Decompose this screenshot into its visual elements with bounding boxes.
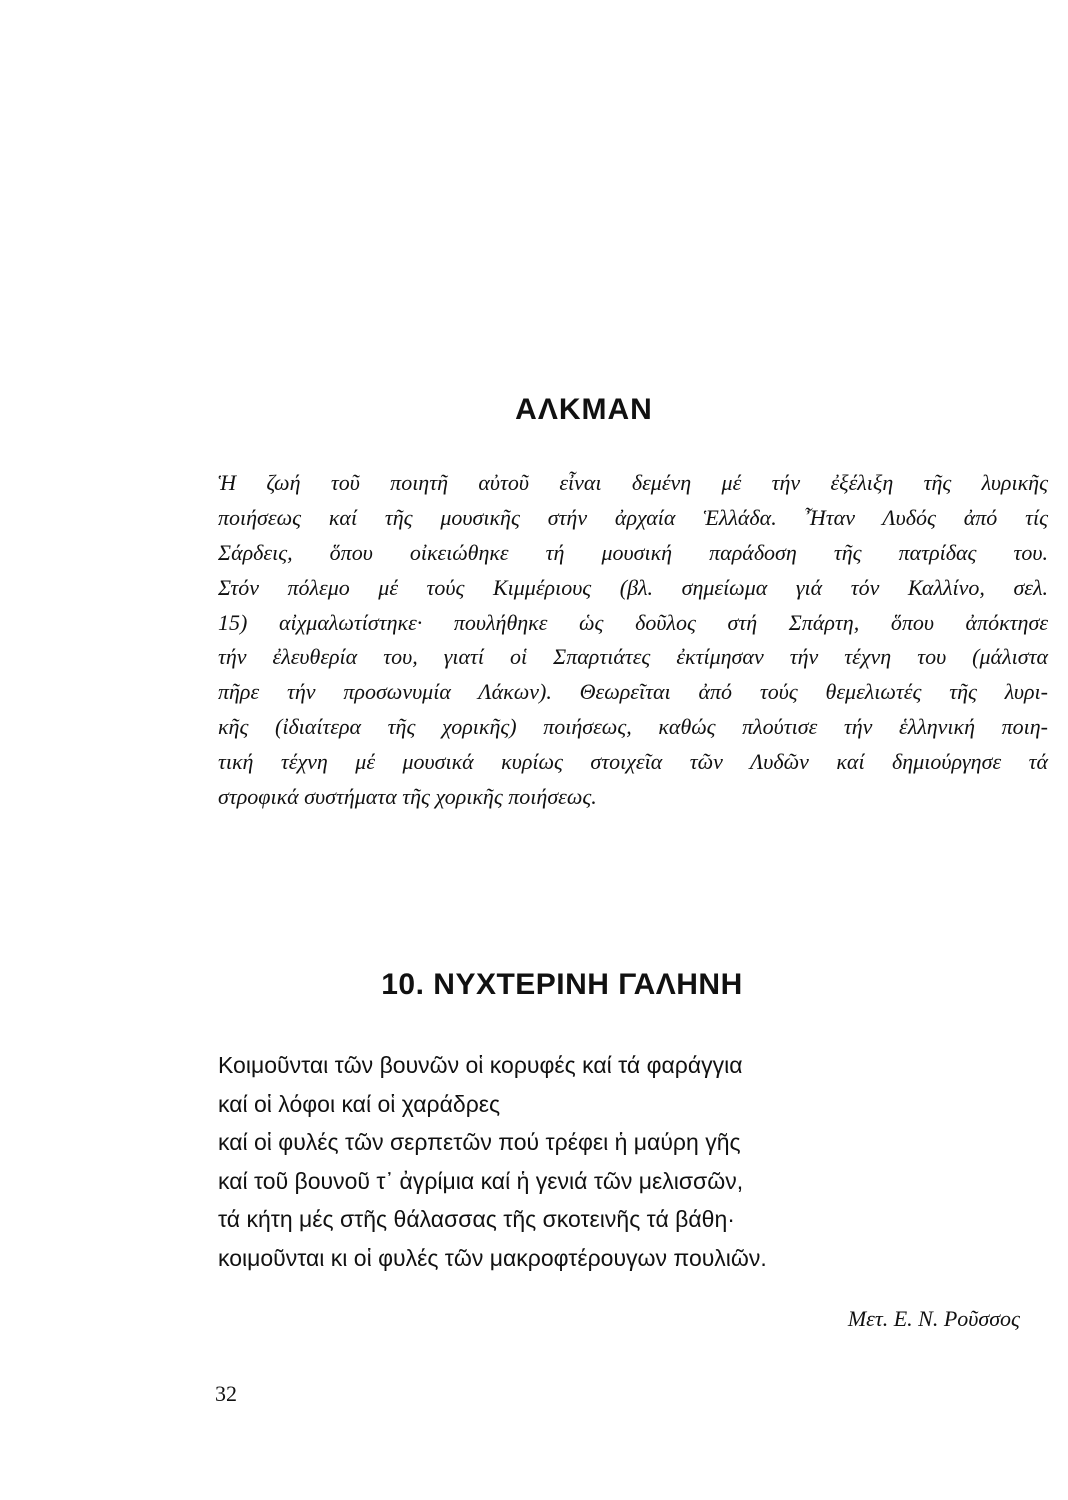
- biography-line: κῆς (ἰδιαίτερα τῆς χορικῆς) ποιήσεως, καθώς πλούτισε τήν ἑλληνική ποιη-: [218, 714, 1048, 740]
- poem-line: κοιμοῦνται κι οἱ φυλές τῶν μακροφτέρουγων πουλιῶν.: [218, 1244, 767, 1271]
- translator-credit: Μετ. Ε. Ν. Ροῦσσος: [847, 1306, 1020, 1331]
- poem-body: [218, 1046, 767, 1278]
- poem-line: καί τοῦ βουνοῦ τ᾿ ἀγρίμια καί ἡ γενιά τῶν μελισσῶν,: [218, 1167, 744, 1194]
- poem-line: καί οἱ φυλές τῶν σερπετῶν πού τρέφει ἡ μαύρη γῆς: [218, 1129, 741, 1156]
- biography-line: τήν ἐλευθερία του, γιατί οἱ Σπαρτιάτες ἐκτίμησαν τήν τέχνη του (μάλιστα: [218, 644, 1048, 670]
- biography-line: πῆρε τήν προσωνυμία Λάκων). Θεωρεῖται ἀπό τούς θεμελιωτές τῆς λυρι-: [218, 679, 1048, 705]
- biography-line: Στόν πόλεμο μέ τούς Κιμμέριους (βλ. σημείωμα γιά τόν Καλλίνο, σελ.: [218, 574, 1048, 600]
- biography-paragraph: [218, 466, 1048, 815]
- poet-heading: ΑΛΚΜΑΝ: [515, 393, 653, 426]
- biography-line: στροφικά συστήματα τῆς χορικῆς ποιήσεως.: [218, 784, 597, 810]
- poem-line: Κοιμοῦνται τῶν βουνῶν οἱ κορυφές καί τά φαράγγια: [218, 1052, 743, 1078]
- biography-line: τική τέχνη μέ μουσικά κυρίως στοιχεῖα τῶν Λυδῶν καί δημιούργησε τά: [218, 749, 1048, 775]
- page-number: 32: [215, 1381, 237, 1406]
- poem-line: τά κήτη μές στῆς θάλασσας τῆς σκοτεινῆς τά βάθη·: [218, 1206, 735, 1233]
- biography-line: ποιήσεως καί τῆς μουσικῆς στήν ἀρχαία Ἑλλάδα. Ἦταν Λυδός ἀπό τίς: [218, 504, 1048, 530]
- biography-line: 15) αἰχμαλωτίστηκε· πουλήθηκε ὡς δοῦλος στή Σπάρτη, ὅπου ἀπόκτησε: [218, 609, 1048, 635]
- poem-line: καί οἱ λόφοι καί οἱ χαράδρες: [218, 1090, 501, 1117]
- biography-line: Ἡ ζωή τοῦ ποιητῆ αὐτοῦ εἶναι δεμένη μέ τήν ἐξέλιξη τῆς λυρικῆς: [218, 470, 1048, 495]
- biography-line: Σάρδεις, ὅπου οἰκειώθηκε τή μουσική παράδοση τῆς πατρίδας του.: [218, 539, 1048, 565]
- poem-title: 10. ΝΥΧΤΕΡΙΝΗ ΓΑΛΗΝΗ: [381, 968, 743, 1001]
